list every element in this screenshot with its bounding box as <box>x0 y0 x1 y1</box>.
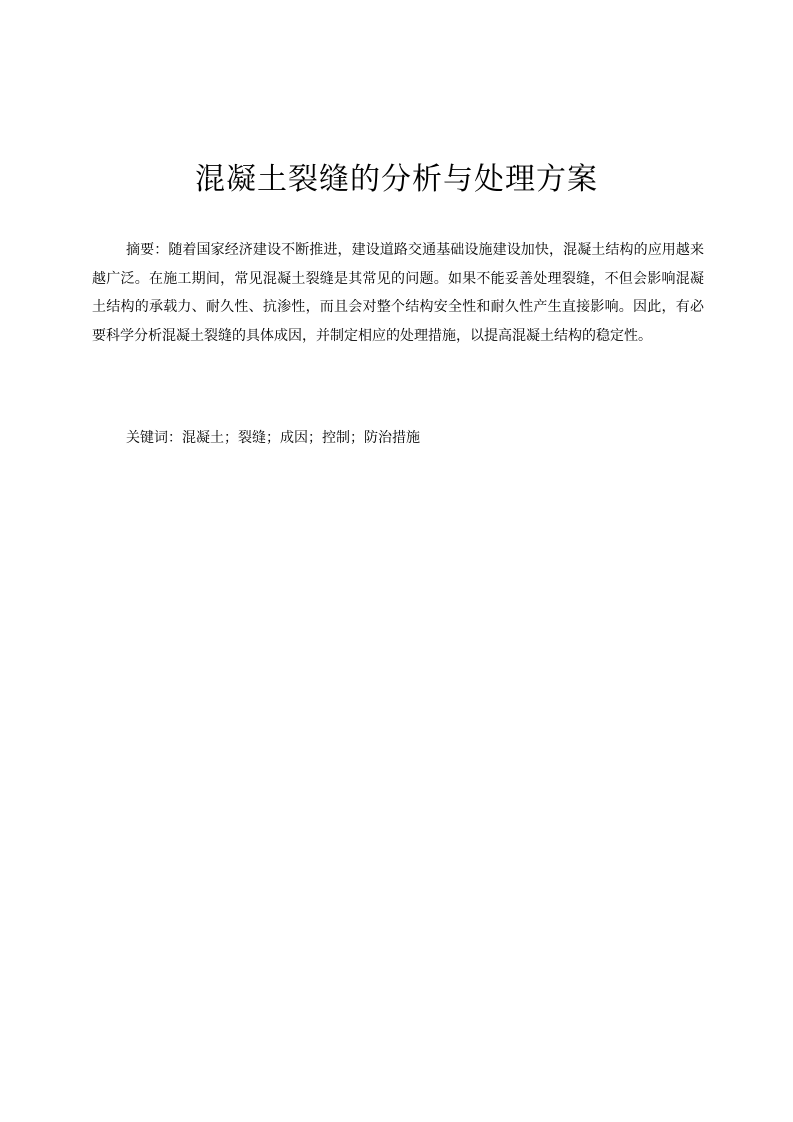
keywords-line <box>126 426 704 450</box>
abstract-text: 随着国家经济建设不断推进，建设道路交通基础设施建设加快，混凝土结构的应用越来越广泛。在施工期间，常见混凝土裂缝是其常见的问题。如果不能妥善处理裂缝，不但会影响混凝土结构的承载力、耐久性、抗渗性，而且会对整个结构安全性和耐久性产生直接影响。因此，有必要科学分析混凝土裂缝的具体成因，并制定相应的处理措施，以提高混凝土结构的稳定性。 <box>92 242 705 344</box>
abstract-label: 摘要： <box>126 242 169 258</box>
document-title: 混凝土裂缝的分析与处理方案 <box>195 162 598 197</box>
keywords-text: 混凝土；裂缝；成因；控制；防治措施 <box>182 430 420 446</box>
keywords-label: 关键词： <box>126 430 182 446</box>
abstract-paragraph <box>92 236 704 350</box>
